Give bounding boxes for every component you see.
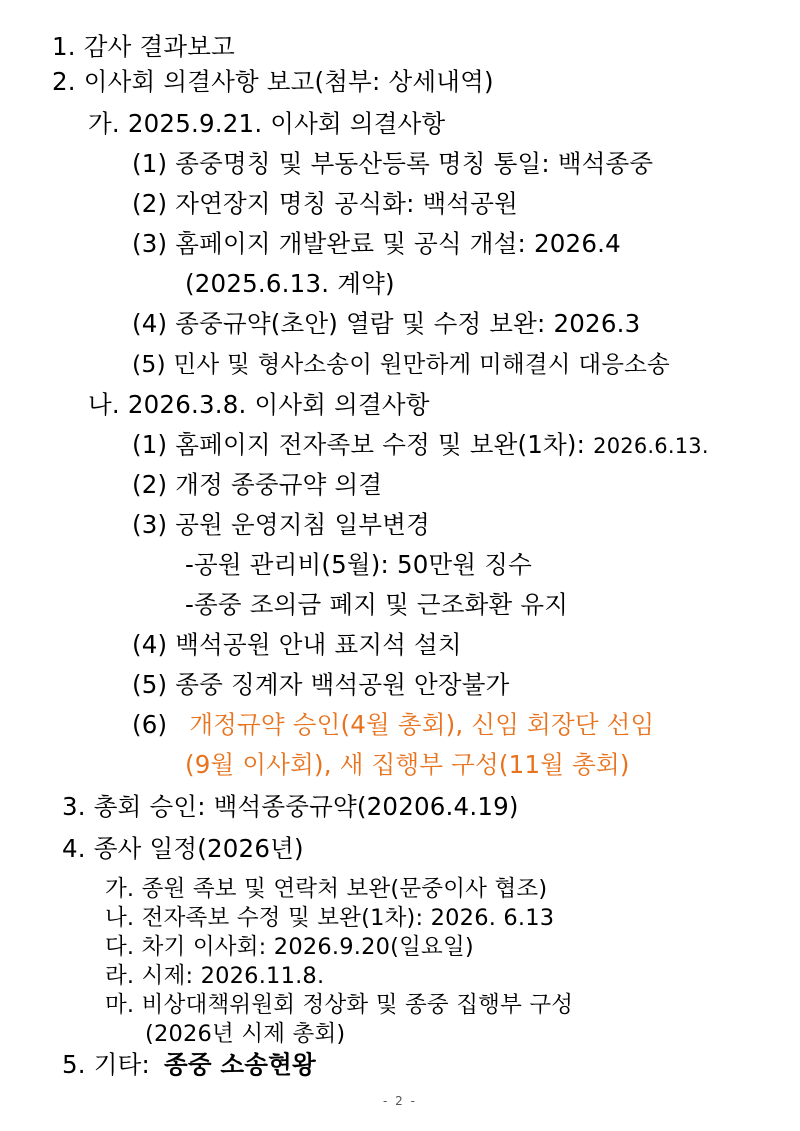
na-item-1 (132, 430, 709, 461)
na-item-3: (3) 공원 운영지침 일부변경 (132, 510, 430, 539)
na-item-6-continued: (9월 이사회), 새 집행부 구성(11월 총회) (185, 750, 630, 779)
schedule-ma: 마. 비상대책위원회 정상화 및 종중 집행부 구성 (105, 992, 574, 1018)
ga-item-4: (4) 종중규약(초안) 열람 및 수정 보완: 2026.3 (132, 309, 641, 338)
ga-item-3-continued: (2025.6.13. 계약) (185, 269, 395, 298)
na-item-4: (4) 백석공원 안내 표지석 설치 (132, 630, 462, 659)
section-ga: 가. 2025.9.21. 이사회 의결사항 (88, 109, 446, 138)
page-number: - 2 - (383, 1094, 417, 1108)
schedule-da: 다. 차기 이사회: 2026.9.20(일요일) (105, 934, 474, 960)
na-item-2: (2) 개정 종중규약 의결 (132, 470, 383, 499)
item-3: 3. 총회 승인: 백석종중규약(20206.4.19) (62, 792, 519, 821)
item-5-label: 5. 기타: (62, 1050, 150, 1079)
schedule-ra: 라. 시제: 2026.11.8. (105, 963, 325, 989)
na-item-5: (5) 종중 징계자 백석공원 안장불가 (132, 670, 510, 699)
item-5-emphasis: 종중 소송현왕 (163, 1050, 316, 1079)
ga-item-2: (2) 자연장지 명칭 공식화: 백석공원 (132, 189, 518, 218)
item-4: 4. 종사 일정(2026년) (62, 834, 304, 863)
item-1: 1. 감사 결과보고 (52, 32, 235, 61)
item-2: 2. 이사회 의결사항 보고(첨부: 상세내역) (52, 67, 494, 96)
na-item-6-number: (6) (132, 710, 168, 739)
na-item-1-text: (1) 홈페이지 전자족보 수정 및 보완(1차): (132, 430, 586, 459)
ga-item-5: (5) 민사 및 형사소송이 원만하게 미해결시 대응소송 (132, 350, 670, 378)
na-item-1-date: 2026.6.13. (593, 434, 709, 458)
na-item-6-text: 개정규약 승인(4월 총회), 신임 회장단 선임 (189, 710, 655, 739)
na-item-3-sub-a: -공원 관리비(5월): 50만원 징수 (185, 550, 533, 579)
ga-item-3: (3) 홈페이지 개발완료 및 공식 개설: 2026.4 (132, 229, 621, 258)
ga-item-1: (1) 종중명칭 및 부동산등록 명칭 통일: 백석종중 (132, 149, 654, 178)
schedule-na: 나. 전자족보 수정 및 보완(1차): 2026. 6.13 (105, 905, 555, 931)
item-5 (62, 1050, 316, 1080)
na-item-6 (132, 710, 654, 740)
section-na: 나. 2026.3.8. 이사회 의결사항 (88, 390, 430, 419)
schedule-ga: 가. 종원 족보 및 연락처 보완(문중이사 협조) (105, 876, 548, 902)
schedule-ma-continued: (2026년 시제 총회) (145, 1021, 346, 1047)
na-item-3-sub-b: -종중 조의금 폐지 및 근조화환 유지 (185, 590, 569, 619)
